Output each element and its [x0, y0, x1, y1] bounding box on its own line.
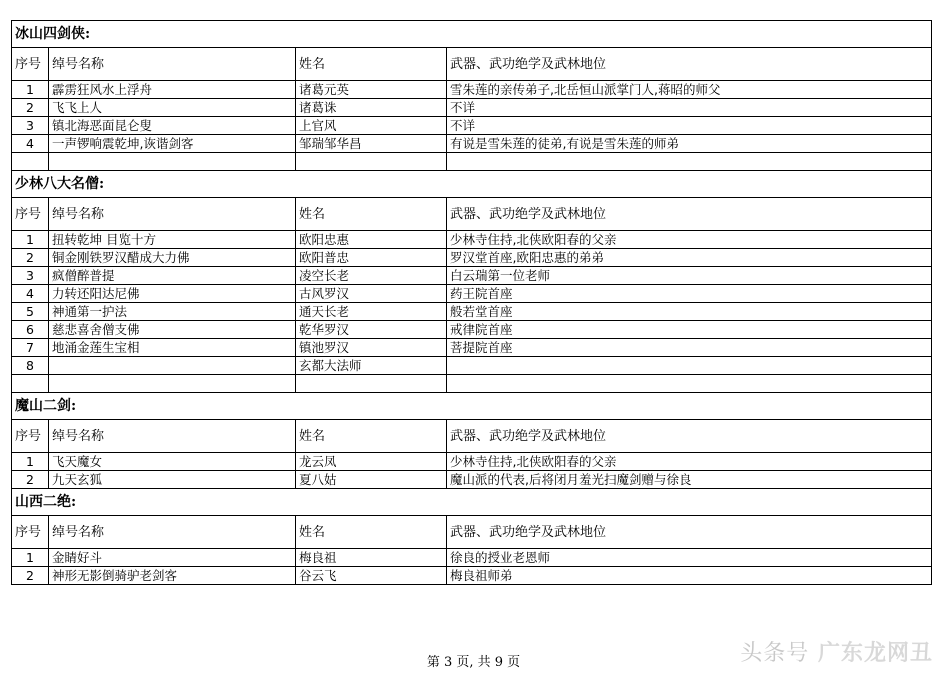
cell-name: 夏八姑 [296, 471, 447, 489]
cell-name: 谷云飞 [296, 567, 447, 585]
cell-desc: 梅良祖师弟 [447, 567, 932, 585]
cell-desc: 不详 [447, 117, 932, 135]
cell-name: 龙云凤 [296, 453, 447, 471]
table-row [12, 249, 932, 267]
cell-desc: 戒律院首座 [447, 321, 932, 339]
cell-desc: 徐良的授业老恩师 [447, 549, 932, 567]
cell-desc: 药王院首座 [447, 285, 932, 303]
blank-cell [447, 153, 932, 171]
cell-no: 4 [12, 135, 49, 153]
cell-no: 1 [12, 453, 49, 471]
cell-no: 1 [12, 81, 49, 99]
cell-name: 梅良祖 [296, 549, 447, 567]
header-title: 绰号名称 [49, 198, 296, 231]
group-title: 魔山二剑: [12, 393, 932, 420]
cell-no: 2 [12, 99, 49, 117]
table-row [12, 303, 932, 321]
cell-desc: 少林寺住持,北侠欧阳春的父亲 [447, 453, 932, 471]
cell-name: 乾华罗汉 [296, 321, 447, 339]
header-name: 姓名 [296, 516, 447, 549]
table-row [12, 567, 932, 585]
cell-desc [447, 357, 932, 375]
cell-title: 飞飞上人 [49, 99, 296, 117]
cell-no: 7 [12, 339, 49, 357]
table-row [12, 357, 932, 375]
cell-title: 地涌金莲生宝相 [49, 339, 296, 357]
cell-name: 诸葛元英 [296, 81, 447, 99]
cell-title: 慈悲喜舍僧支佛 [49, 321, 296, 339]
page-footer: 第 3 页, 共 9 页 [426, 655, 521, 670]
table-row [12, 285, 932, 303]
cell-no: 2 [12, 567, 49, 585]
group-heading-row [12, 489, 932, 516]
cell-no: 2 [12, 249, 49, 267]
cell-no: 4 [12, 285, 49, 303]
swordsmen-table [11, 20, 932, 585]
document-page [11, 20, 931, 585]
group-heading-row [12, 171, 932, 198]
blank-cell [12, 375, 49, 393]
header-desc: 武器、武功绝学及武林地位 [447, 198, 932, 231]
cell-desc: 有说是雪朱莲的徒弟,有说是雪朱莲的师弟 [447, 135, 932, 153]
cell-desc: 罗汉堂首座,欧阳忠惠的弟弟 [447, 249, 932, 267]
table-row [12, 117, 932, 135]
blank-row [12, 153, 932, 171]
header-name: 姓名 [296, 48, 447, 81]
group-title: 冰山四剑侠: [12, 21, 932, 48]
cell-title [49, 357, 296, 375]
cell-name: 诸葛诛 [296, 99, 447, 117]
cell-no: 8 [12, 357, 49, 375]
cell-no: 1 [12, 231, 49, 249]
cell-name: 通天长老 [296, 303, 447, 321]
header-title: 绰号名称 [49, 48, 296, 81]
cell-name: 镇池罗汉 [296, 339, 447, 357]
watermark [740, 636, 933, 667]
header-no: 序号 [12, 198, 49, 231]
blank-cell [296, 153, 447, 171]
header-desc: 武器、武功绝学及武林地位 [447, 516, 932, 549]
header-desc: 武器、武功绝学及武林地位 [447, 420, 932, 453]
blank-cell [49, 375, 296, 393]
cell-title: 镇北海恶面昆仑叟 [49, 117, 296, 135]
watermark-brand: 广东龙网丑 [817, 641, 933, 666]
column-header-row [12, 48, 932, 81]
blank-cell [49, 153, 296, 171]
blank-cell [12, 153, 49, 171]
table-row [12, 81, 932, 99]
cell-name: 欧阳忠惠 [296, 231, 447, 249]
table-row [12, 453, 932, 471]
table-row [12, 471, 932, 489]
cell-title: 力转还阳达尼佛 [49, 285, 296, 303]
cell-name: 古风罗汉 [296, 285, 447, 303]
cell-desc: 魔山派的代表,后将闭月羞光扫魔剑赠与徐良 [447, 471, 932, 489]
group-title: 少林八大名僧: [12, 171, 932, 198]
header-name: 姓名 [296, 198, 447, 231]
cell-title: 疯僧醉普提 [49, 267, 296, 285]
cell-name: 邹瑞邹华昌 [296, 135, 447, 153]
cell-name: 凌空长老 [296, 267, 447, 285]
cell-title: 一声锣响震乾坤,诙谐剑客 [49, 135, 296, 153]
table-row [12, 99, 932, 117]
header-no: 序号 [12, 48, 49, 81]
blank-cell [296, 375, 447, 393]
group-heading-row [12, 21, 932, 48]
group-title: 山西二绝: [12, 489, 932, 516]
cell-no: 1 [12, 549, 49, 567]
cell-desc: 少林寺住持,北侠欧阳春的父亲 [447, 231, 932, 249]
cell-desc: 般若堂首座 [447, 303, 932, 321]
cell-no: 3 [12, 267, 49, 285]
blank-cell [447, 375, 932, 393]
table-row [12, 549, 932, 567]
cell-desc: 不详 [447, 99, 932, 117]
cell-no: 6 [12, 321, 49, 339]
cell-no: 2 [12, 471, 49, 489]
table-row [12, 267, 932, 285]
cell-desc: 雪朱莲的亲传弟子,北岳恒山派掌门人,蒋昭的师父 [447, 81, 932, 99]
column-header-row [12, 198, 932, 231]
cell-title: 金睛好斗 [49, 549, 296, 567]
header-desc: 武器、武功绝学及武林地位 [447, 48, 932, 81]
cell-no: 3 [12, 117, 49, 135]
cell-title: 霹雳狂风水上浮舟 [49, 81, 296, 99]
table-row [12, 231, 932, 249]
cell-name: 玄都大法师 [296, 357, 447, 375]
table-body [12, 21, 932, 585]
cell-title: 神形无影倒骑驴老剑客 [49, 567, 296, 585]
cell-title: 飞天魔女 [49, 453, 296, 471]
table-row [12, 135, 932, 153]
group-heading-row [12, 393, 932, 420]
cell-title: 九天玄狐 [49, 471, 296, 489]
table-row [12, 339, 932, 357]
watermark-lead: 头条号 [740, 641, 810, 666]
cell-name: 上官风 [296, 117, 447, 135]
header-no: 序号 [12, 420, 49, 453]
column-header-row [12, 516, 932, 549]
header-title: 绰号名称 [49, 516, 296, 549]
cell-title: 扭转乾坤 目览十方 [49, 231, 296, 249]
header-title: 绰号名称 [49, 420, 296, 453]
cell-no: 5 [12, 303, 49, 321]
blank-row [12, 375, 932, 393]
column-header-row [12, 420, 932, 453]
header-no: 序号 [12, 516, 49, 549]
cell-title: 铜金刚铁罗汉醋成大力佛 [49, 249, 296, 267]
table-row [12, 321, 932, 339]
cell-title: 神通第一护法 [49, 303, 296, 321]
cell-desc: 菩提院首座 [447, 339, 932, 357]
cell-name: 欧阳普忠 [296, 249, 447, 267]
cell-desc: 白云瑞第一位老师 [447, 267, 932, 285]
header-name: 姓名 [296, 420, 447, 453]
